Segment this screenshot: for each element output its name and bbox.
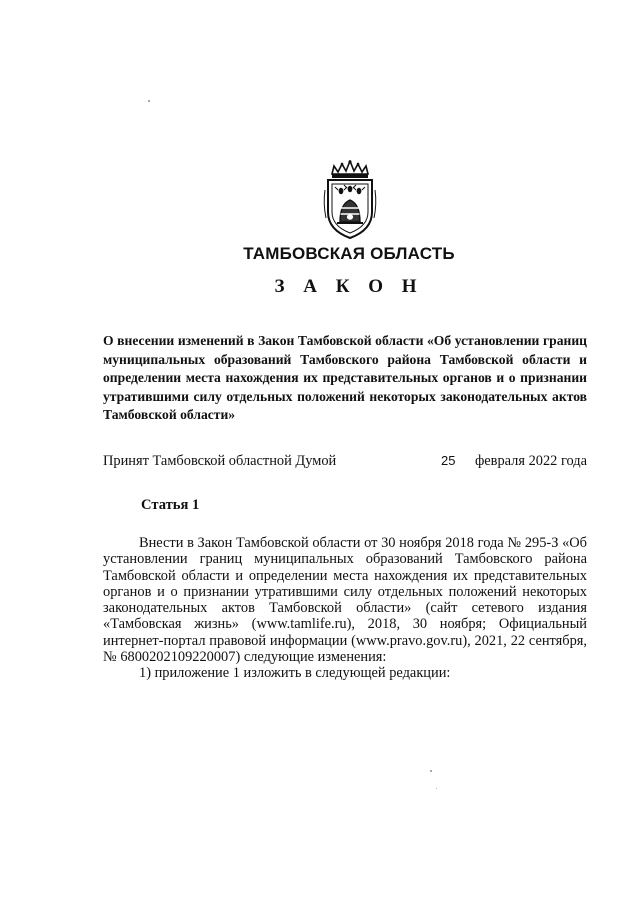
adoption-day: 25 xyxy=(441,453,456,468)
document-type: З А К О Н xyxy=(274,276,424,297)
article-heading: Статья 1 xyxy=(141,497,200,513)
scan-speck xyxy=(436,788,437,789)
adoption-month-year: февраля 2022 года xyxy=(474,453,587,469)
article-paragraph: Внести в Закон Тамбовской области от 30 ноября 2018 года № 295-З «Об установлении границ муниципальных образований Тамбовского района Тамбовской области и определении места нахождения их представительных органов и о признании утратившими силу отдельных положений некоторых законодательных актов Тамбовской области» (сайт сетевого издания «Тамбовская жизнь» (www.tamlife.ru), 2018, 30 ноября; Официальный интернет-портал правовой информации (www.pravo.gov.ru), 2021, 22 сентября, № 6800202109220007) следующие изменения: xyxy=(103,535,587,666)
law-title: О внесении изменений в Закон Тамбовской области «Об установлении границ муниципальных образований Тамбовского района Тамбовской области и определении места нахождения их представительных органов и о признании утратившими силу отдельных положений некоторых законодательных актов Тамбовской области» xyxy=(103,333,587,422)
scan-speck xyxy=(430,770,432,772)
adopting-body: Принят Тамбовской областной Думой xyxy=(103,453,337,469)
article-body xyxy=(103,535,587,682)
article-item-1: 1) приложение 1 изложить в следующей редакции: xyxy=(139,665,451,682)
adoption-line xyxy=(103,453,587,473)
tambov-coat-of-arms-icon xyxy=(322,160,378,240)
region-name: ТАМБОВСКАЯ ОБЛАСТЬ xyxy=(243,244,455,263)
scan-speck xyxy=(148,100,150,102)
